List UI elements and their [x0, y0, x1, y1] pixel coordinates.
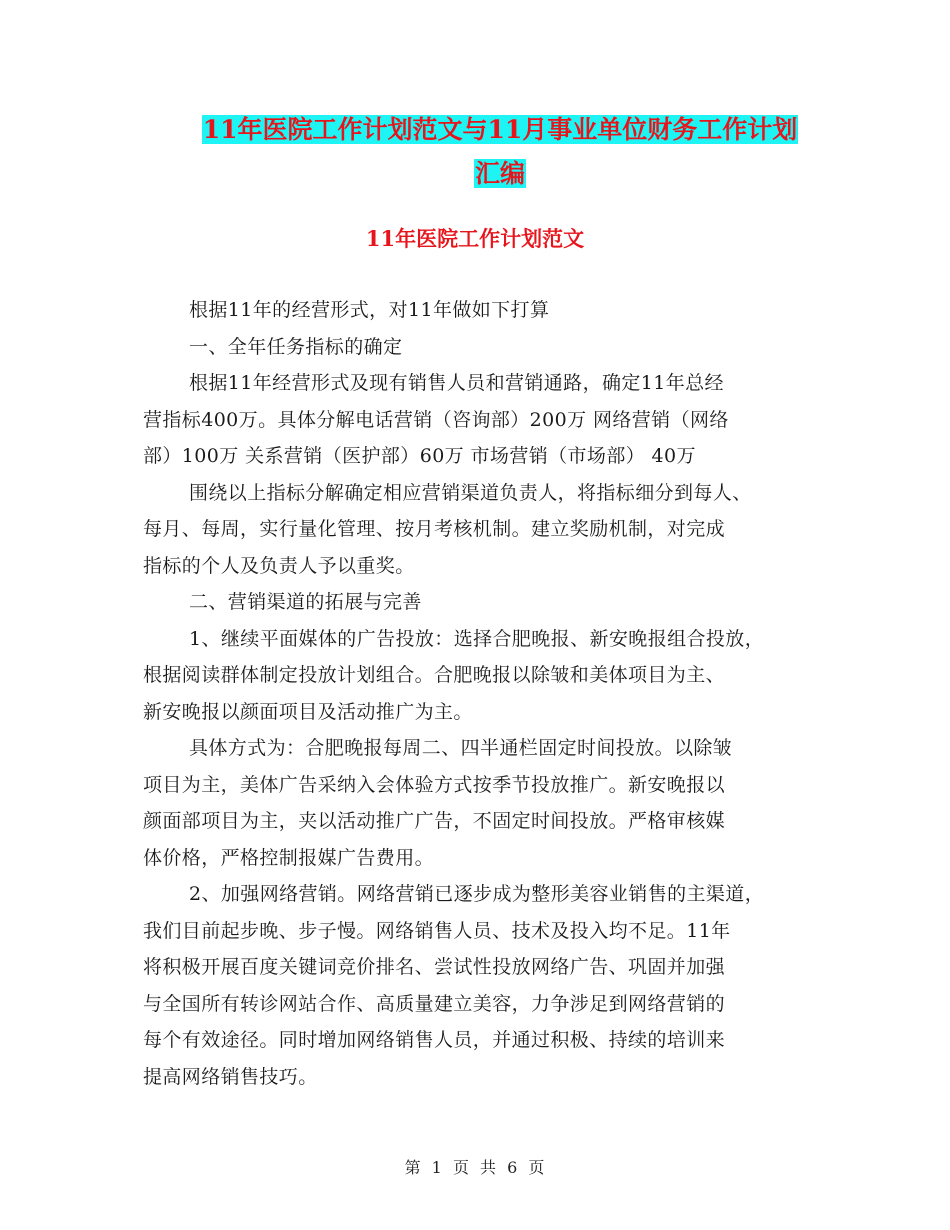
- paragraph-line: 每个有效途径。同时增加网络销售人员，并通过积极、持续的培训来: [143, 1029, 726, 1051]
- paragraph-line: 部）100万 关系营销（医护部）60万 市场营销（市场部） 40万: [143, 445, 696, 467]
- paragraph-line: 我们目前起步晚、步子慢。网络销售人员、技术及投入均不足。11年: [143, 919, 731, 942]
- paragraph-line: 与全国所有转诊网站合作、高质量建立美容，力争涉足到网络营销的: [143, 992, 726, 1015]
- document-title-line-1: [120, 113, 880, 147]
- paragraph-line: 体价格，严格控制报媒广告费用。: [143, 846, 435, 869]
- paragraph-line: 根据11年的经营形式，对11年做如下打算: [189, 299, 550, 321]
- title-highlight: 汇编: [474, 159, 525, 188]
- paragraph-line: 2、加强网络营销。网络营销已逐步成为整形美容业销售的主渠道，: [189, 883, 765, 905]
- paragraph-line: 颜面部项目为主，夹以活动推广广告，不固定时间投放。严格审核媒: [143, 810, 726, 832]
- page-footer: 第 1 页 共 6 页: [404, 1158, 546, 1177]
- section-title: 11年医院工作计划范文: [365, 226, 585, 251]
- paragraph-line: 每月、每周，实行量化管理、按月考核机制。建立奖励机制，对完成: [143, 518, 726, 540]
- paragraph-line: 提高网络销售技巧。: [143, 1065, 318, 1088]
- paragraph-line: 指标的个人及负责人予以重奖。: [143, 554, 415, 577]
- paragraph-line: 营指标400万。具体分解电话营销（咨询部）200万 网络营销（网络: [143, 408, 729, 431]
- paragraph-line: 根据阅读群体制定投放计划组合。合肥晚报以除皱和美体项目为主、: [143, 664, 726, 686]
- paragraph-line: 新安晚报以颜面项目及活动推广为主。: [143, 700, 473, 723]
- document-body: [143, 292, 823, 1095]
- paragraph-line: 将积极开展百度关键词竞价排名、尝试性投放网络广告、巩固并加强: [143, 956, 726, 978]
- paragraph-line: 围绕以上指标分解确定相应营销渠道负责人，将指标细分到每人、: [189, 481, 752, 504]
- title-highlight: 11年医院工作计划范文与11月事业单位财务工作计划: [202, 115, 798, 144]
- paragraph-line: 根据11年经营形式及现有销售人员和营销通路，确定11年总经: [189, 372, 724, 394]
- paragraph-line: 项目为主，美体广告采纳入会体验方式按季节投放推广。新安晚报以: [143, 773, 726, 796]
- paragraph-line: 二、营销渠道的拓展与完善: [189, 591, 422, 613]
- document-title-line-2: [120, 157, 880, 191]
- paragraph-line: 一、全年任务指标的确定: [189, 335, 403, 358]
- paragraph-line: 1、继续平面媒体的广告投放：选择合肥晚报、新安晚报组合投放，: [189, 627, 765, 650]
- paragraph-line: 具体方式为：合肥晚报每周二、四半通栏固定时间投放。以除皱: [189, 737, 733, 759]
